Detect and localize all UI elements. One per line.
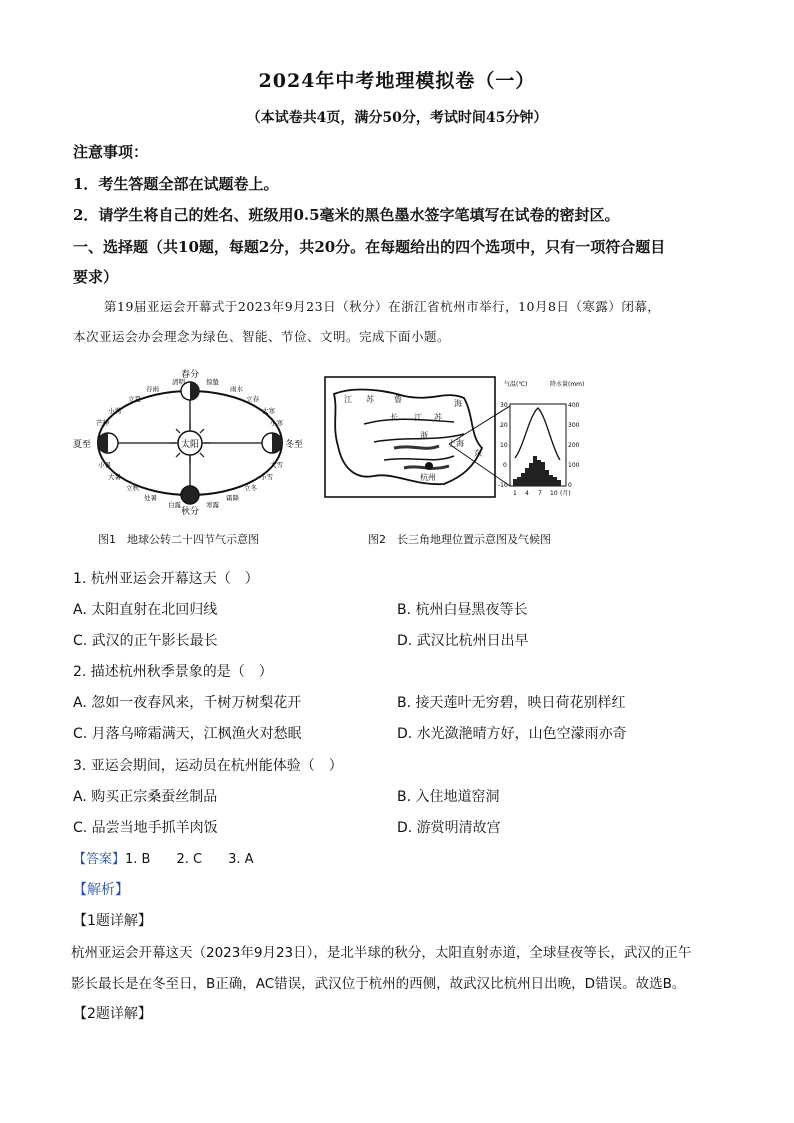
q3-option-d[interactable]: D. 游赏明清故宫: [397, 820, 501, 836]
climate-temp-axis-label: 气温(℃): [504, 381, 528, 388]
month-tick-1: 1: [513, 490, 517, 497]
q1-option-c[interactable]: C. 武汉的正午影长最长: [73, 633, 218, 649]
notes-heading: 注意事项：: [73, 143, 149, 161]
answer-tag: 【答案】: [73, 852, 126, 867]
month-tick-7: 7: [538, 490, 542, 497]
hangzhou-dot: [425, 462, 433, 470]
q3-option-b[interactable]: B. 入住地道窑洞: [397, 789, 500, 805]
term-xiaoman: 小满: [108, 407, 121, 415]
temp-tick-2: 20: [500, 422, 508, 429]
page-title: 2024年中考地理模拟卷（一）: [258, 70, 536, 92]
term-qingming: 清明: [172, 378, 185, 386]
map-label-shanghai: 上海: [448, 439, 464, 448]
detail1-heading: 【1题详解】: [73, 913, 152, 929]
q1-option-d[interactable]: D. 武汉比杭州日出早: [397, 633, 529, 649]
q2-option-b[interactable]: B. 接天莲叶无穷碧，映日荷花别样红: [397, 695, 626, 711]
temp-tick-1: 30: [500, 402, 508, 409]
answer-line: [73, 848, 254, 867]
precip-tick-4: 100: [568, 462, 580, 469]
figure2-caption: 图2 长三角地理位置示意图及气候图: [368, 533, 551, 546]
label-summer: 夏至: [73, 440, 92, 450]
map-label-5: 江: [414, 413, 422, 422]
precip-tick-1: 400: [568, 402, 580, 409]
figure1-orbit-diagram: [70, 368, 310, 516]
term-jingzhe: 惊蛰: [206, 378, 219, 386]
map-label-6: 苏: [434, 413, 442, 422]
earth-winter-icon: [262, 433, 282, 453]
term-bailu: 白露: [168, 501, 181, 509]
temp-tick-5: -10: [498, 482, 508, 489]
q1-option-a[interactable]: A. 太阳直射在北回归线: [73, 602, 218, 618]
answer-values: 1. B 2. C 3. A: [125, 852, 254, 867]
earth-autumn-icon: [181, 486, 199, 504]
term-dahan: 大寒: [262, 407, 275, 415]
label-winter: 冬至: [285, 440, 304, 450]
precip-tick-3: 200: [568, 442, 580, 449]
map-label-4: 长: [390, 413, 398, 422]
term-mangzhong: 芒种: [96, 419, 109, 427]
term-xiaohan: 小寒: [270, 419, 283, 427]
map-label-sea: 海: [454, 399, 462, 408]
term-liqiu: 立秋: [126, 484, 139, 492]
month-tick-10: 10: [550, 490, 558, 497]
temp-tick-3: 10: [500, 442, 508, 449]
q2-option-d[interactable]: D. 水光潋滟晴方好，山色空濛雨亦奇: [397, 726, 627, 742]
analysis-tag-text: 【解析】: [73, 882, 129, 898]
label-autumn: 秋分: [180, 507, 200, 516]
term-lidong: 立冬: [244, 484, 257, 492]
earth-summer-icon: [98, 433, 118, 453]
climate-precip-axis-label: 降水量(mm): [550, 381, 585, 388]
detail1-line2: 影长最长是在冬至日，B正确，AC错误，武汉位于杭州的西侧，故武汉比杭州日出晚，D错误。故选B。: [71, 976, 686, 992]
term-yushui: 雨水: [230, 385, 243, 393]
map-label-hangzhou: 杭州: [420, 473, 436, 482]
figure1-caption: 图1 地球公转二十四节气示意图: [98, 533, 259, 546]
q1-stem: 1. 杭州亚运会开幕这天（ ）: [73, 571, 259, 587]
month-tick-4: 4: [525, 490, 529, 497]
figure2-map-climate: [324, 376, 586, 498]
section1-heading-line1: 一、选择题（共10题，每题2分，共20分。在每题给出的四个选项中，只有一项符合题目: [73, 238, 666, 256]
page-subtitle: （本试卷共4页，满分50分，考试时间45分钟）: [246, 110, 548, 126]
term-xiaoshu: 小暑: [98, 461, 111, 469]
map-label-7: 浙: [420, 431, 428, 440]
term-lichun: 立春: [246, 395, 259, 403]
precip-tick-5: 0: [568, 482, 572, 489]
q3-option-a[interactable]: A. 购买正宗桑蚕丝制品: [73, 789, 218, 805]
map-label-east: 东: [474, 449, 482, 458]
q2-option-c[interactable]: C. 月落乌啼霜满天，江枫渔火对愁眠: [73, 726, 302, 742]
passage-line-1: 第19届亚运会开幕式于2023年9月23日（秋分）在浙江省杭州市举行，10月8日（寒露）闭幕，: [104, 299, 661, 314]
label-spring: 春分: [180, 370, 200, 380]
q2-stem: 2. 描述杭州秋季景象的是（ ）: [73, 664, 273, 680]
note-1: 1．考生答题全部在试题卷上。: [73, 175, 279, 193]
term-hanlu: 寒露: [206, 501, 219, 509]
q3-option-c[interactable]: C. 品尝当地手抓羊肉饭: [73, 820, 218, 836]
note-2: 2．请学生将自己的姓名、班级用0.5毫米的黑色墨水签字笔填写在试卷的密封区。: [73, 206, 620, 224]
detail2-heading: 【2题详解】: [73, 1006, 152, 1022]
q1-option-b[interactable]: B. 杭州白昼黑夜等长: [397, 602, 528, 618]
detail1-line1: 杭州亚运会开幕这天（2023年9月23日），是北半球的秋分，太阳直射赤道，全球昼夜等长，武汉的正午: [71, 945, 692, 961]
term-shuangjiang: 霜降: [226, 494, 239, 502]
term-dashu: 大暑: [108, 473, 121, 481]
sun-label: 太阳: [180, 440, 200, 450]
passage-line-2: 本次亚运会办会理念为绿色、智能、节俭、文明。完成下面小题。: [73, 329, 451, 344]
q3-stem: 3. 亚运会期间，运动员在杭州能体验（ ）: [73, 758, 343, 774]
month-tick-unit: (月): [560, 490, 571, 497]
term-guyu: 谷雨: [146, 385, 159, 393]
map-label-2: 苏: [366, 395, 374, 404]
term-xiaoxue: 小雪: [260, 473, 273, 481]
map-label-3: 鲁: [394, 395, 402, 404]
temp-tick-4: 0: [503, 462, 507, 469]
map-label-1: 江: [344, 395, 352, 404]
q2-option-a[interactable]: A. 忽如一夜春风来，千树万树梨花开: [73, 695, 302, 711]
precip-tick-2: 300: [568, 422, 580, 429]
term-chushu: 处暑: [144, 494, 157, 502]
analysis-tag: [73, 879, 129, 899]
term-lixia: 立夏: [128, 395, 141, 403]
term-daxue: 大雪: [270, 461, 283, 469]
section1-heading-line2: 要求）: [73, 268, 119, 286]
